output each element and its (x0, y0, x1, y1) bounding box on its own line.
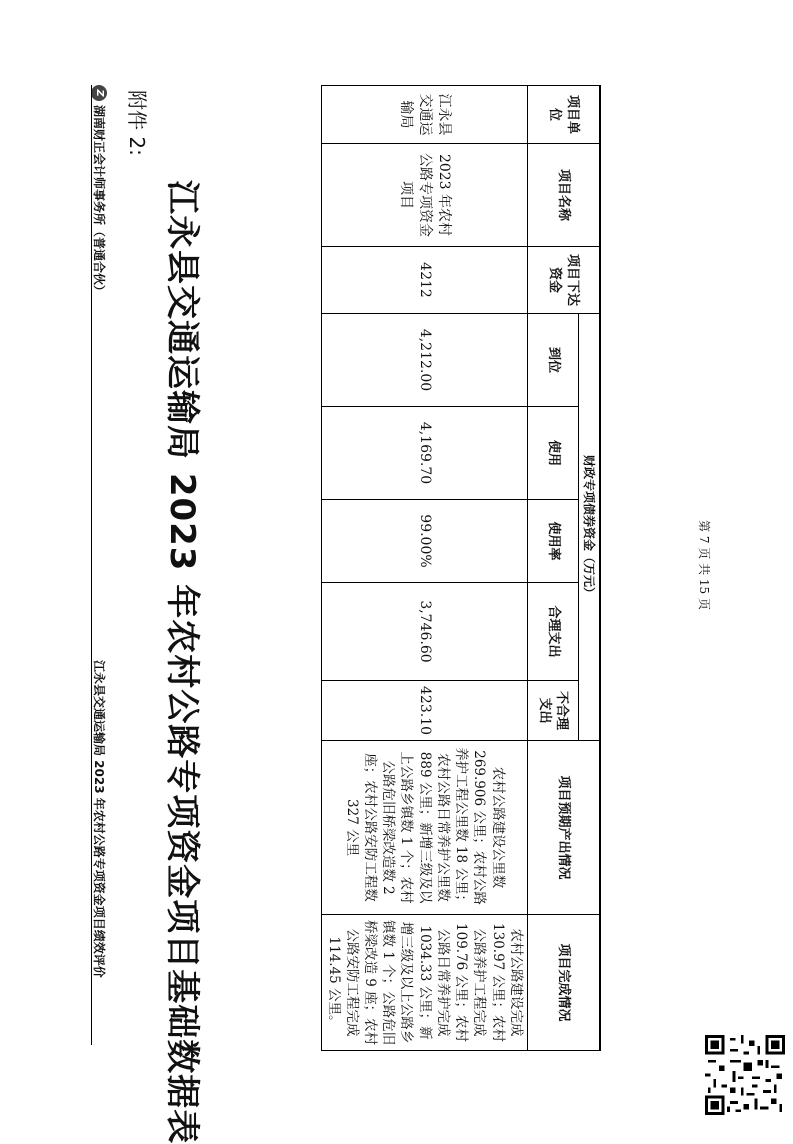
header-arrived: 到位 (527, 314, 578, 407)
header-reasonable: 合理支出 (527, 583, 578, 681)
cell-arrived: 4,212.00 (322, 314, 527, 407)
cell-name: 2023 年农村公路专项资金项目 (322, 144, 527, 247)
cell-use-rate: 99.00% (322, 500, 527, 583)
firm-logo-icon: Z (92, 85, 108, 101)
header-completion: 项目完成情况 (527, 915, 600, 1051)
cell-unit: 江永县交通运输局 (322, 86, 527, 144)
table-row (322, 86, 527, 1051)
header-allocated: 项目下达资金 (527, 247, 600, 314)
page-footer: 第 7 页 共 15 页 (697, 520, 711, 610)
data-table (321, 85, 601, 1051)
cell-reasonable: 3,746.60 (322, 583, 527, 681)
cell-completion: 农村公路建设完成 130.97 公里；农村公路养护工程完成 109.76 公里；农村公路日常养护完成 1034.33 公里；新增三级及以上公路乡镇数 1 个；公路危旧桥梁改造 9 座；农村公路安防工程完成 114.45 公里。 (322, 915, 527, 1051)
header-expected-output: 项目预期产出情况 (527, 741, 600, 915)
header-bond-funds: 财政专项债券资金（万元） (578, 314, 600, 741)
header-name: 项目名称 (527, 144, 600, 247)
cell-used: 4,169.70 (322, 407, 527, 500)
cell-allocated: 4212 (322, 247, 527, 314)
qr-code-icon (705, 1035, 785, 1115)
header-used: 使用 (527, 407, 578, 500)
firm-name: 湖南财正会计师事务所（普通合伙） (92, 105, 106, 298)
header-use-rate: 使用率 (527, 500, 578, 583)
header-unreasonable: 不合理支出 (527, 681, 578, 741)
cell-unreasonable: 423.10 (322, 681, 527, 741)
firm-header (91, 85, 108, 297)
page-title: 江永县交通运输局 2023 年农村公路专项资金项目基础数据表 (162, 180, 202, 1144)
attachment-label: 附件 2: (125, 90, 149, 156)
header-unit: 项目单位 (527, 86, 600, 144)
cell-expected-output: 农村公路建设公里数 269.906 公里；农村公路养护工程公里数 18 公里；农村公路日常养护公里数 889 公里；新增三级及以上公路乡镇数 1 个；农村公路危旧桥梁改造数 2 座；农村公路安防工程数 327 公里 (322, 741, 527, 915)
header-divider (91, 85, 92, 1045)
document-header: 江永县交通运输局 2023 年农村公路专项资金项目绩效评价 (92, 660, 106, 978)
